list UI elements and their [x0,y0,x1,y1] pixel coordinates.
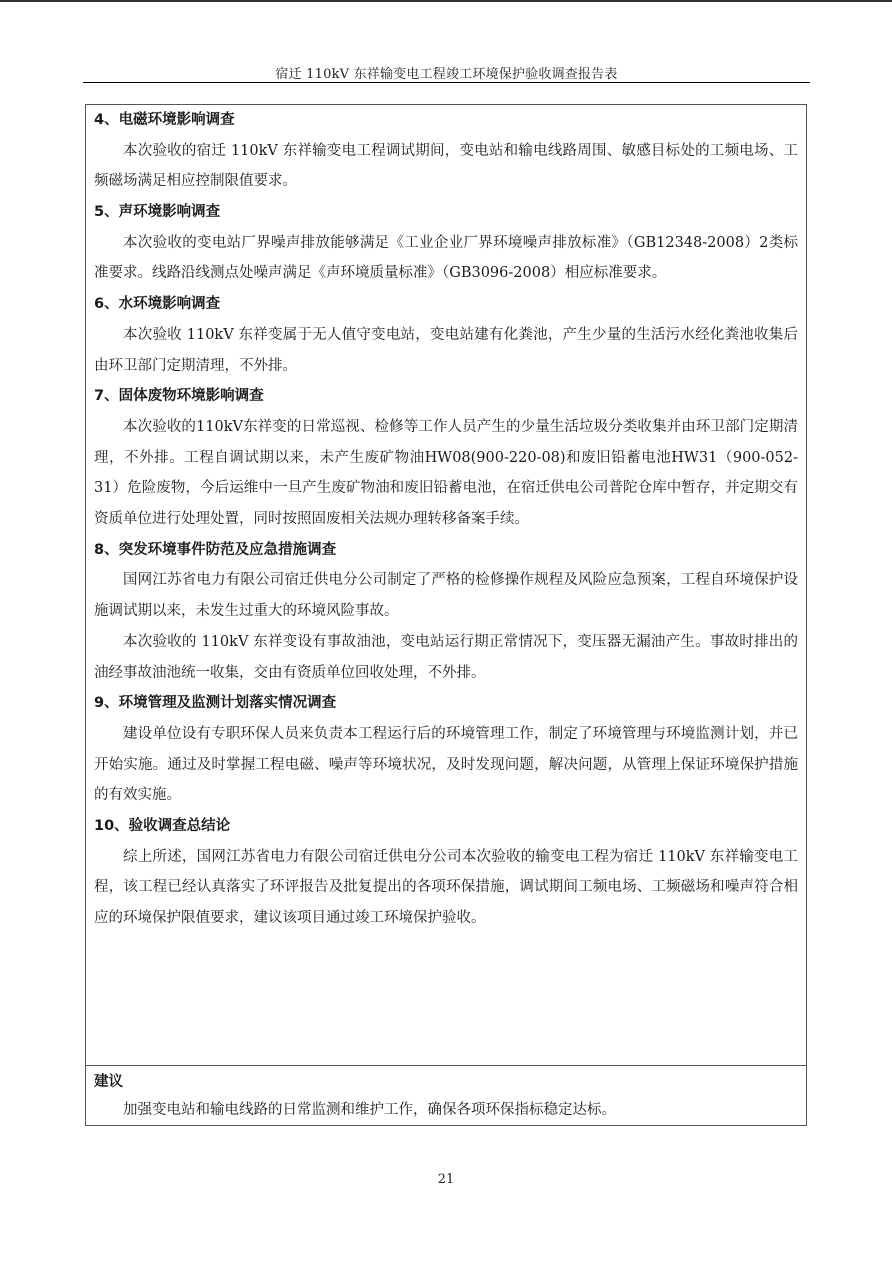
page-number: 21 [437,1172,455,1187]
running-header: 宿迁 110kV 东祥输变电工程竣工环境保护验收调查报告表 [275,67,618,82]
suggestion-text: 加强变电站和输电线路的日常监测和维护工作，确保各项环保指标稳定达标。 [123,1102,616,1118]
section-emergency [94,535,798,689]
report-table [85,104,807,1126]
section-paragraph: 本次验收的宿迁 110kV 东祥输变电工程调试期间，变电站和输电线路周围、敏感目标处的工频电场、工频磁场满足相应控制限值要求。 [94,142,798,190]
section-title: 4、电磁环境影响调查 [94,112,235,128]
section-water [94,289,798,381]
section-electromagnetic [94,105,798,197]
section-paragraph: 本次验收 110kV 东祥变属于无人值守变电站，变电站建有化粪池，产生少量的生活污水经化粪池收集后由环卫部门定期清理，不外排。 [94,326,798,374]
section-paragraph: 国网江苏省电力有限公司宿迁供电分公司制定了严格的检修操作规程及风险应急预案，工程自环境保护设施调试期以来，未发生过重大的环境风险事故。 [94,572,798,620]
section-solid-waste [94,381,798,535]
suggestion-cell [86,1066,806,1126]
section-paragraph: 综上所述，国网江苏省电力有限公司宿迁供电分公司本次验收的输变电工程为宿迁 110kV 东祥输变电工程，该工程已经认真落实了环评报告及批复提出的各项环保措施，调试期间工频电场、工频磁场和噪声符合相应的环境保护限值要求，建议该项目通过竣工环境保护验收。 [94,848,798,927]
section-title: 10、验收调查总结论 [94,818,231,835]
section-paragraph: 建设单位设有专职环保人员来负责本工程运行后的环境管理工作，制定了环境管理与环境监测计划，并已开始实施。通过及时掌握工程电磁、噪声等环境状况，及时发现问题，解决问题，从管理上保证环境保护措施的有效实施。 [94,725,798,804]
section-title: 7、固体废物环境影响调查 [94,388,264,405]
section-paragraph: 本次验收的110kV东祥变的日常巡视、检修等工作人员产生的少量生活垃圾分类收集并由环卫部门定期清理，不外排。工程自调试期以来，未产生废矿物油HW08(900-220-08)和废旧铅蓄电池HW31（900-052-31）危险废物，今后运维中一旦产生废矿物油和废旧铅蓄电池，在宿迁供电公司普陀仓库中暂存，并定期交有资质单位进行处理处置，同时按照固废相关法规办理转移备案手续。 [94,418,798,528]
suggestion-title: 建议 [94,1074,123,1090]
section-title: 9、环境管理及监测计划落实情况调查 [94,695,337,712]
page-top-border [0,0,892,2]
section-management [94,688,798,811]
section-paragraph: 本次验收的变电站厂界噪声排放能够满足《工业企业厂界环境噪声排放标准》（GB12348-2008）2类标准要求。线路沿线测点处噪声满足《声环境质量标准》（GB3096-2008）相应标准要求。 [94,234,798,282]
section-conclusion [94,811,798,934]
section-title: 5、声环境影响调查 [94,204,221,221]
investigation-cell [86,105,806,1065]
section-title: 6、水环境影响调查 [94,296,221,313]
section-acoustic [94,197,798,289]
header-rule [83,82,810,83]
section-paragraph: 本次验收的 110kV 东祥变设有事故油池，变电站运行期正常情况下，变压器无漏油产生。事故时排出的油经事故油池统一收集，交由有资质单位回收处理，不外排。 [94,633,798,681]
section-title: 8、突发环境事件防范及应急措施调查 [94,541,337,558]
